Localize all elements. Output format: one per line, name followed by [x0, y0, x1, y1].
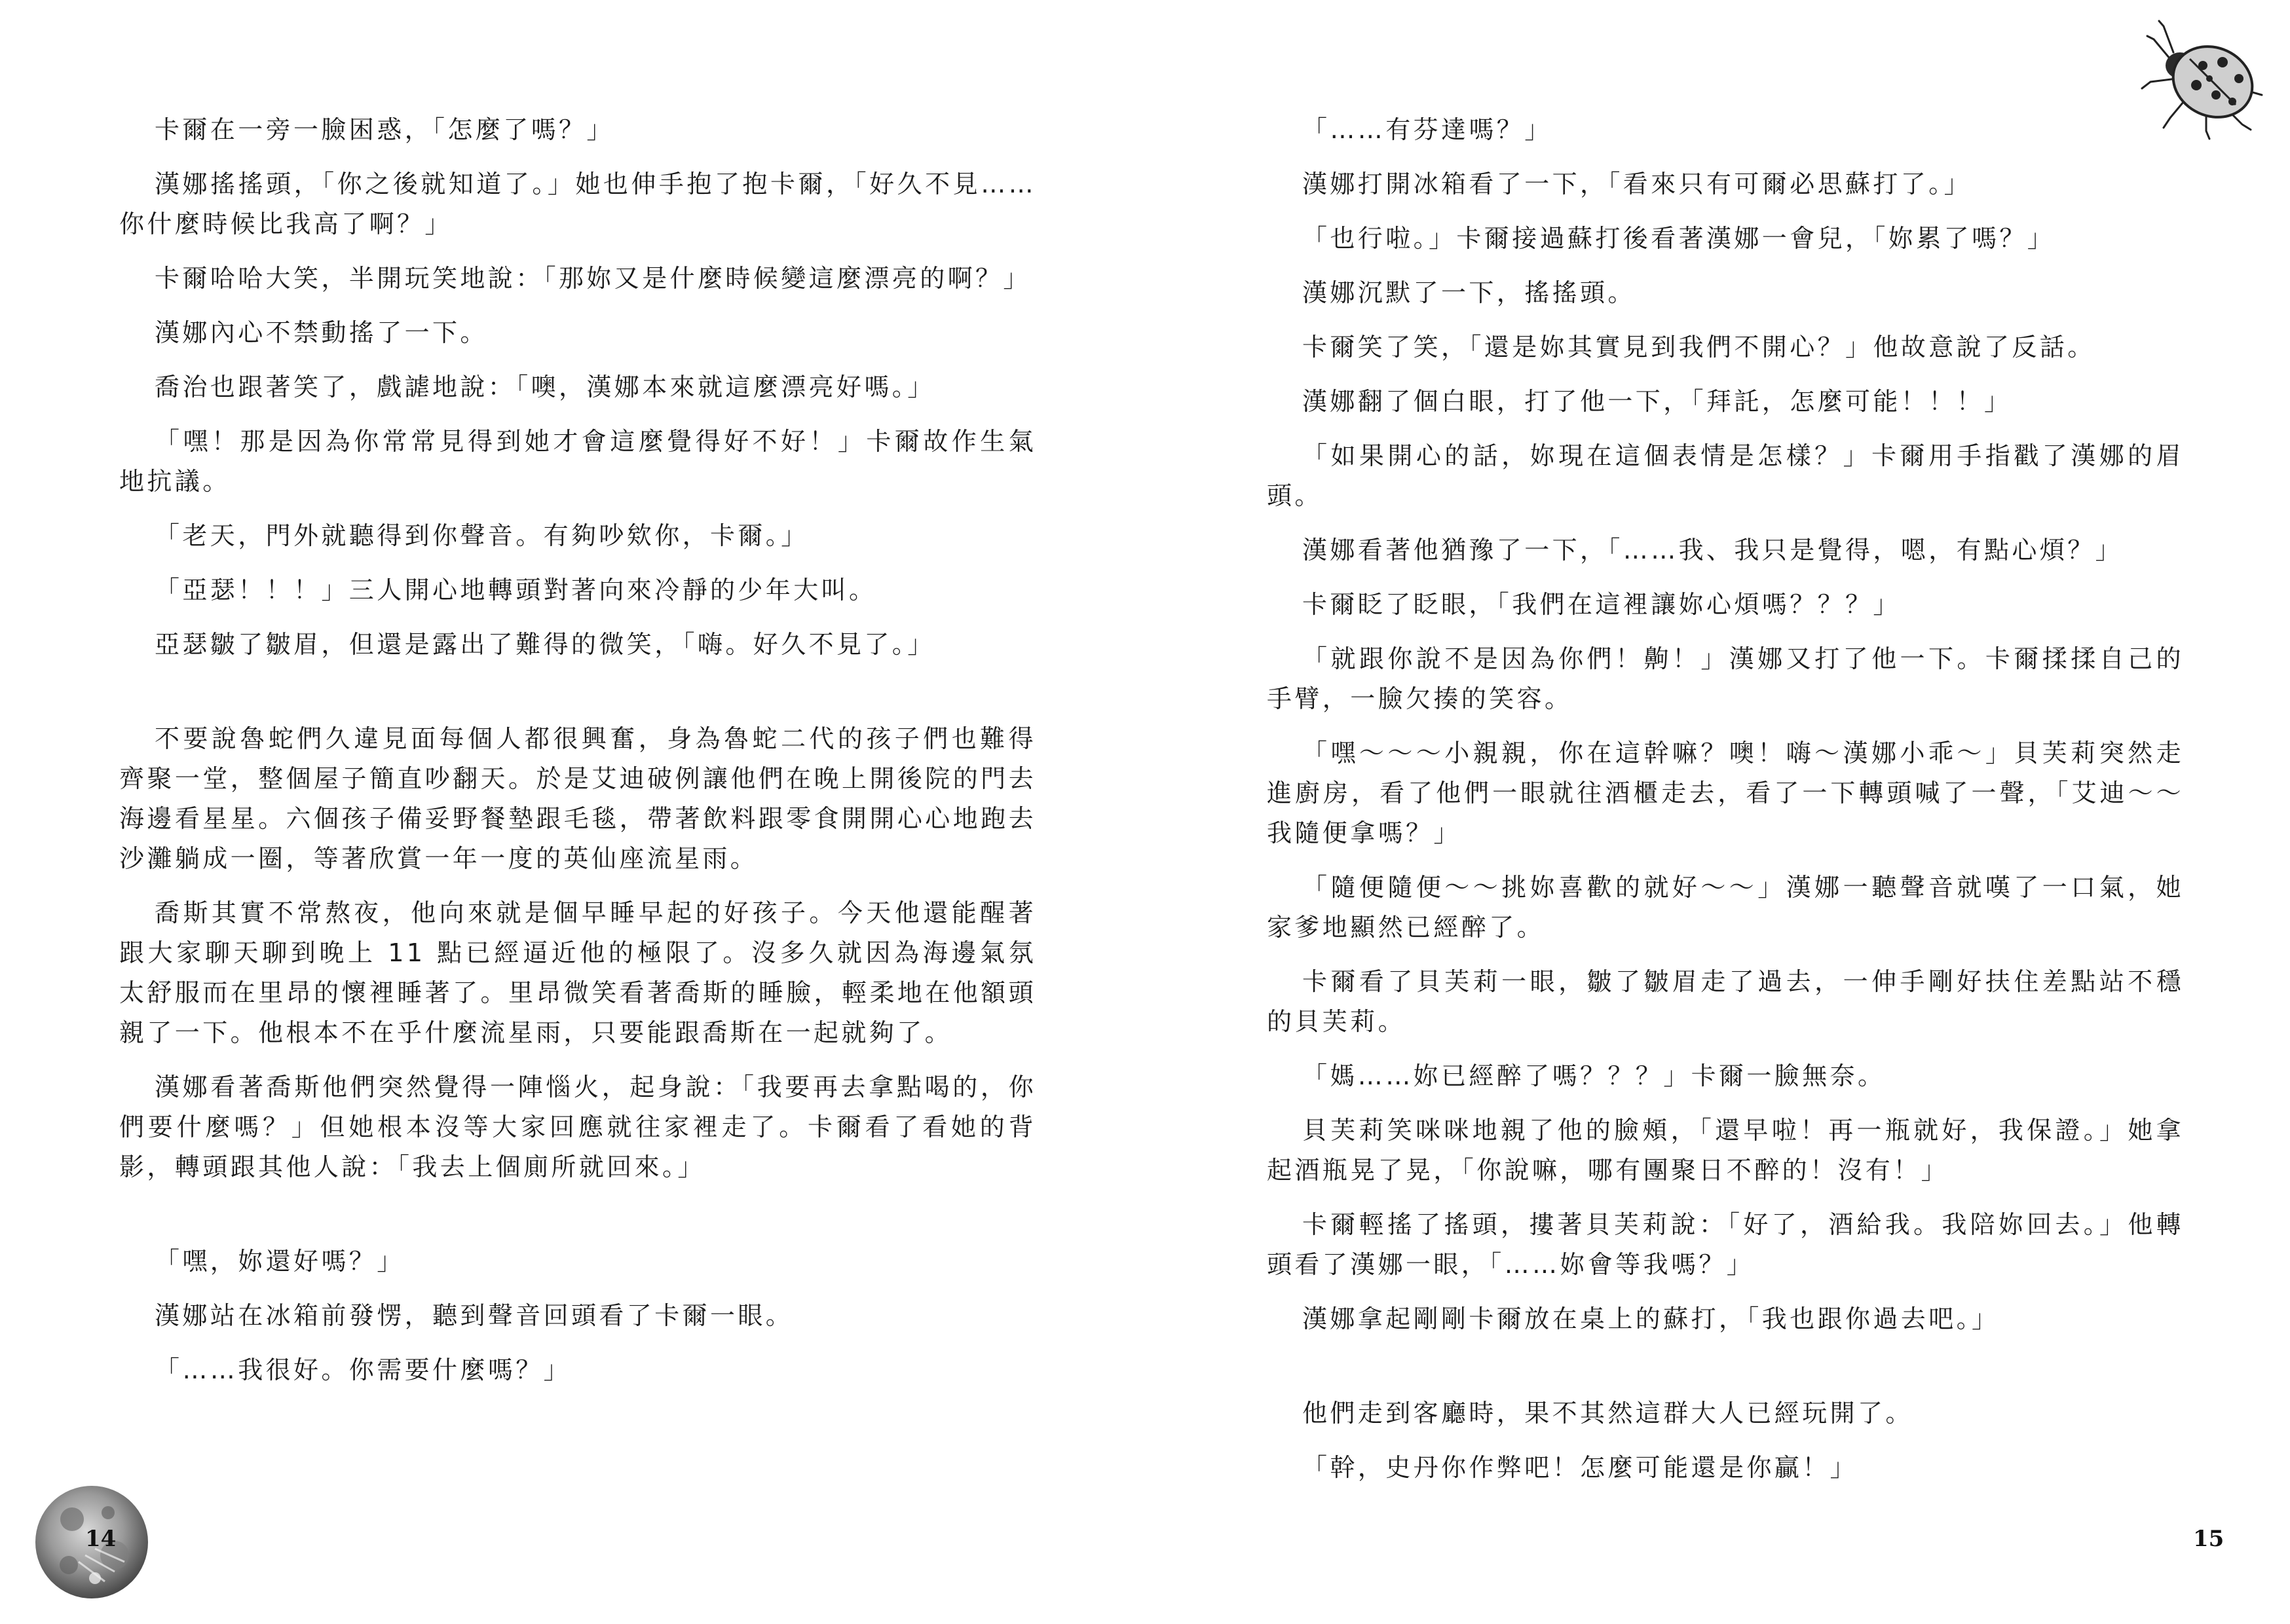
paragraph: 「嘿～～～小親親，你在這幹嘛？噢！嗨～漢娜小乖～」貝芙莉突然走進廚房，看了他們一眼就往酒櫃走去，看了一下轉頭喊了一聲，「艾迪～～我隨便拿嗎？」	[1267, 739, 2184, 847]
paragraph: 貝芙莉笑咪咪地親了他的臉頰，「還早啦！再一瓶就好，我保證。」她拿起酒瓶晃了晃，「你說嘛，哪有團聚日不醉的！沒有！」	[1267, 1116, 2184, 1185]
paragraph: 漢娜看著喬斯他們突然覺得一陣惱火，起身說：「我要再去拿點喝的，你們要什麼嗎？」但她根本沒等大家回應就往家裡走了。卡爾看了看她的背影，轉頭跟其他人說：「我去上個廁所就回來。」	[119, 1073, 1036, 1181]
paragraph: 漢娜看著他猶豫了一下，「……我、我只是覺得，嗯，有點心煩？」	[1302, 536, 2124, 564]
paragraph: 「幹，史丹你作弊吧！怎麼可能還是你贏！」	[1302, 1453, 1858, 1482]
paragraph: 「嘿！那是因為你常常見得到她才會這麼覺得好不好！」卡爾故作生氣地抗議。	[119, 427, 1036, 496]
paragraph: 漢娜沉默了一下，搖搖頭。	[1302, 278, 1636, 307]
paragraph: 「媽……妳已經醉了嗎？？？」卡爾一臉無奈。	[1302, 1061, 1886, 1090]
paragraph: 「老天，門外就聽得到你聲音。有夠吵欸你，卡爾。」	[155, 521, 809, 550]
paragraph: 卡爾笑了笑，「還是妳其實見到我們不開心？」他故意說了反話。	[1302, 333, 2095, 361]
paragraph: 「隨便隨便～～挑妳喜歡的就好～～」漢娜一聽聲音就嘆了一口氣，她家爹地顯然已經醉了。	[1267, 873, 2184, 942]
left-page-text	[119, 110, 1036, 1405]
page-number: 14	[85, 1526, 117, 1552]
paragraph: 漢娜打開冰箱看了一下，「看來只有可爾必思蘇打了。」	[1302, 170, 1972, 198]
paragraph: 卡爾眨了眨眼，「我們在這裡讓妳心煩嗎？？？」	[1302, 590, 1901, 619]
scene-break	[1267, 1354, 2184, 1393]
paragraph: 「也行啦。」卡爾接過蘇打後看著漢娜一會兒，「妳累了嗎？」	[1302, 224, 2055, 253]
scene-break	[119, 1202, 1036, 1242]
paragraph: 漢娜內心不禁動搖了一下。	[155, 318, 488, 347]
paragraph: 漢娜翻了個白眼，打了他一下，「拜託，怎麼可能！！！」	[1302, 387, 2012, 416]
paragraph: 卡爾看了貝芙莉一眼，皺了皺眉走了過去，一伸手剛好扶住差點站不穩的貝芙莉。	[1267, 967, 2184, 1036]
paragraph: 漢娜搖搖頭，「你之後就知道了。」她也伸手抱了抱卡爾，「好久不見……你什麼時候比我高了啊？」	[119, 170, 1036, 238]
paragraph: 喬斯其實不常熬夜，他向來就是個早睡早起的好孩子。今天他還能醒著跟大家聊天聊到晚上 11 點已經逼近他的極限了。沒多久就因為海邊氣氛太舒服而在里昂的懷裡睡著了。里昂微笑看著喬斯的睡臉，輕柔地在他額頭親了一下。他根本不在乎什麼流星雨，只要能跟喬斯在一起就夠了。	[119, 898, 1036, 1047]
paragraph: 「……我很好。你需要什麼嗎？」	[155, 1356, 572, 1384]
paragraph: 「嘿，妳還好嗎？」	[155, 1247, 405, 1276]
paragraph: 「……有芬達嗎？」	[1302, 115, 1552, 144]
right-page	[1145, 0, 2290, 1624]
paragraph: 他們走到客廳時，果不其然這群大人已經玩開了。	[1302, 1399, 1913, 1428]
paragraph: 「亞瑟！！！」三人開心地轉頭對著向來冷靜的少年大叫。	[155, 576, 877, 604]
paragraph: 喬治也跟著笑了，戲謔地說：「噢，漢娜本來就這麼漂亮好嗎。」	[155, 373, 935, 401]
scene-break	[119, 679, 1036, 719]
right-page-text	[1267, 110, 2184, 1502]
paragraph: 卡爾在一旁一臉困惑，「怎麼了嗎？」	[155, 115, 614, 144]
paragraph: 卡爾哈哈大笑，半開玩笑地說：「那妳又是什麼時候變這麼漂亮的啊？」	[155, 264, 1031, 293]
paragraph: 「如果開心的話，妳現在這個表情是怎樣？」卡爾用手指戳了漢娜的眉頭。	[1267, 441, 2184, 510]
paragraph: 不要說魯蛇們久違見面每個人都很興奮，身為魯蛇二代的孩子們也難得齊聚一堂，整個屋子簡直吵翻天。於是艾迪破例讓他們在晚上開後院的門去海邊看星星。六個孩子備妥野餐墊跟毛毯，帶著飲料跟零食開開心心地跑去沙灘躺成一圈，等著欣賞一年一度的英仙座流星雨。	[119, 724, 1036, 873]
paragraph: 漢娜站在冰箱前發愣，聽到聲音回頭看了卡爾一眼。	[155, 1301, 794, 1330]
paragraph: 「就跟你說不是因為你們！齁！」漢娜又打了他一下。卡爾揉揉自己的手臂，一臉欠揍的笑容。	[1267, 644, 2184, 713]
page-number: 15	[2193, 1526, 2224, 1552]
paragraph: 亞瑟皺了皺眉，但還是露出了難得的微笑，「嗨。好久不見了。」	[155, 630, 935, 659]
paragraph: 漢娜拿起剛剛卡爾放在桌上的蘇打，「我也跟你過去吧。」	[1302, 1304, 2000, 1333]
paragraph: 卡爾輕搖了搖頭，摟著貝芙莉說：「好了，酒給我。我陪妳回去。」他轉頭看了漢娜一眼，「……妳會等我嗎？」	[1267, 1210, 2184, 1279]
